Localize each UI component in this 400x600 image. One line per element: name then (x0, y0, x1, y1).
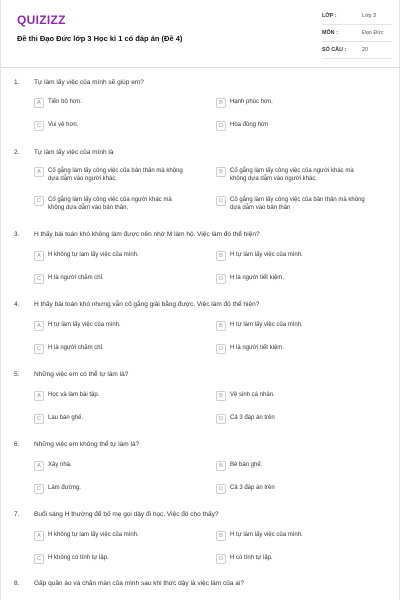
option-c[interactable] (34, 121, 188, 131)
option-letter: C (34, 414, 44, 424)
option-text: H là người chăm chỉ. (48, 345, 104, 351)
option-letter: D (216, 484, 226, 494)
option-text: H không tự làm lấy việc của mình. (48, 252, 139, 258)
question-number: 1. (14, 79, 20, 86)
option-letter: A (34, 531, 44, 541)
option-text: H tự làm lấy việc của mình. (230, 532, 303, 538)
option-text: H tự làm lấy việc của mình. (230, 252, 303, 258)
question-text: Buổi sáng H thường để bố mẹ gọi dậy đi học. Việc đó cho thấy? (34, 511, 219, 518)
question-number: 6. (14, 441, 20, 448)
question-number: 3. (14, 231, 20, 238)
option-letter: D (216, 554, 226, 564)
question-text: Gấp quần áo và chăn màn của mình sau khi thức dậy là việc làm của ai? (34, 580, 244, 587)
meta-label: SỐ CÂU : (322, 47, 347, 53)
option-text: Cả 3 đáp án trên (230, 415, 275, 421)
meta-row-grade (322, 8, 392, 25)
option-letter: C (34, 274, 44, 284)
option-c[interactable] (34, 554, 188, 564)
question-text: Những việc em có thể tự làm là? (34, 371, 129, 378)
option-letter: D (216, 274, 226, 284)
option-letter: C (34, 484, 44, 494)
option-letter: B (216, 167, 226, 177)
option-text: H tự làm lấy việc của mình. (48, 322, 121, 328)
option-text: Cả 3 đáp án trên (230, 485, 275, 491)
option-a[interactable] (34, 251, 188, 261)
option-c[interactable] (34, 274, 188, 284)
option-text: Làm đường. (48, 485, 81, 491)
option-d[interactable] (216, 554, 370, 564)
option-d[interactable] (216, 484, 370, 494)
meta-info (322, 8, 392, 59)
option-letter: C (34, 344, 44, 354)
option-letter: B (216, 391, 226, 401)
quiz-header (1, 0, 400, 68)
question-number: 8. (14, 580, 20, 587)
option-b[interactable] (216, 98, 370, 108)
option-b[interactable] (216, 167, 370, 183)
option-letter: D (216, 196, 226, 206)
option-d[interactable] (216, 121, 370, 131)
option-a[interactable] (34, 461, 188, 471)
option-d[interactable] (216, 414, 370, 424)
option-text: Cố gắng làm lấy công việc của bản thân mà không dựa dẫm vào người khác. (48, 168, 183, 182)
option-letter: B (216, 98, 226, 108)
option-letter: B (216, 321, 226, 331)
option-text: Hạnh phúc hơn. (230, 99, 273, 105)
option-a[interactable] (34, 391, 188, 401)
question-text: Tự làm lấy việc của mình là (34, 149, 114, 156)
question-text: H thấy bài toán khó không làm được nên nhờ M làm hộ. Việc làm đó thể hiện? (34, 231, 260, 238)
option-text: H là người chăm chỉ. (48, 275, 104, 281)
option-letter: A (34, 391, 44, 401)
option-letter: A (34, 461, 44, 471)
question-number: 7. (14, 511, 20, 518)
option-letter: A (34, 98, 44, 108)
option-text: H tự làm lấy việc của mình. (230, 322, 303, 328)
document-title: Đề thi Đạo Đức lớp 3 Học kì 1 có đáp án (Đề 4) (17, 34, 183, 43)
option-text: Xây nhà. (48, 462, 72, 468)
option-a[interactable] (34, 531, 188, 541)
option-text: Cố gắng làm lấy công việc của người khác mà không dựa dẫm vào bản thân. (48, 197, 172, 211)
option-text: H là người tiết kiệm. (230, 275, 284, 281)
question-text: H thấy bài toán khó nhưng vẫn cố gắng giải bằng được. Việc làm đó thể hiện? (34, 301, 260, 308)
option-d[interactable] (216, 274, 370, 284)
option-a[interactable] (34, 321, 188, 331)
option-text: Lau bàn ghế. (48, 415, 84, 421)
meta-row-count (322, 42, 392, 59)
option-c[interactable] (34, 414, 188, 424)
option-letter: D (216, 414, 226, 424)
option-a[interactable] (34, 98, 188, 108)
option-letter: D (216, 121, 226, 131)
option-b[interactable] (216, 321, 370, 331)
option-text: Cố gắng làm lấy công việc của bản thân mà không dựa dẫm vào bản thân (230, 197, 365, 211)
option-text: Vui vẻ hơn. (48, 122, 79, 128)
option-c[interactable] (34, 344, 188, 354)
option-letter: C (34, 121, 44, 131)
question-number: 5. (14, 371, 20, 378)
meta-label: MÔN : (322, 30, 338, 36)
question-number: 2. (14, 149, 20, 156)
question-text: Những việc em không thể tự làm là? (34, 441, 140, 448)
option-text: Vệ sinh cá nhân. (230, 392, 275, 398)
option-text: Học và làm bài tập. (48, 392, 100, 398)
option-text: H không tự làm lấy việc của mình. (48, 532, 139, 538)
option-c[interactable] (34, 484, 188, 494)
option-text: Tiến bộ hơn. (48, 99, 82, 105)
option-letter: A (34, 251, 44, 261)
option-b[interactable] (216, 531, 370, 541)
option-c[interactable] (34, 196, 188, 212)
option-letter: D (216, 344, 226, 354)
option-letter: A (34, 321, 44, 331)
option-d[interactable] (216, 344, 370, 354)
option-text: Bê bàn ghế. (230, 462, 263, 468)
option-b[interactable] (216, 391, 370, 401)
option-letter: B (216, 461, 226, 471)
option-letter: B (216, 251, 226, 261)
option-text: H là người tiết kiệm. (230, 345, 284, 351)
option-text: Cố gắng làm lấy công việc của người khác mà không dựa dẫm vào người khác. (230, 168, 354, 182)
option-text: H không có tính tự lập. (48, 555, 109, 561)
option-letter: C (34, 554, 44, 564)
option-b[interactable] (216, 461, 370, 471)
option-text: Hòa đồng hơn (230, 122, 269, 128)
meta-label: LỚP : (322, 13, 337, 19)
meta-value: 20 (362, 47, 368, 53)
option-letter: A (34, 167, 44, 177)
option-b[interactable] (216, 251, 370, 261)
meta-value: Đạo Đức (362, 30, 384, 36)
option-d[interactable] (216, 196, 370, 212)
question-number: 4. (14, 301, 20, 308)
option-letter: B (216, 531, 226, 541)
meta-row-subject (322, 25, 392, 42)
question-text: Tự làm lấy việc của mình sẽ giúp em? (34, 79, 144, 86)
quizizz-logo: QUIZIZZ (17, 13, 66, 27)
option-text: H có tính tự lập. (230, 555, 273, 561)
option-a[interactable] (34, 167, 188, 183)
meta-value: Lớp 3 (362, 13, 377, 19)
option-letter: C (34, 196, 44, 206)
